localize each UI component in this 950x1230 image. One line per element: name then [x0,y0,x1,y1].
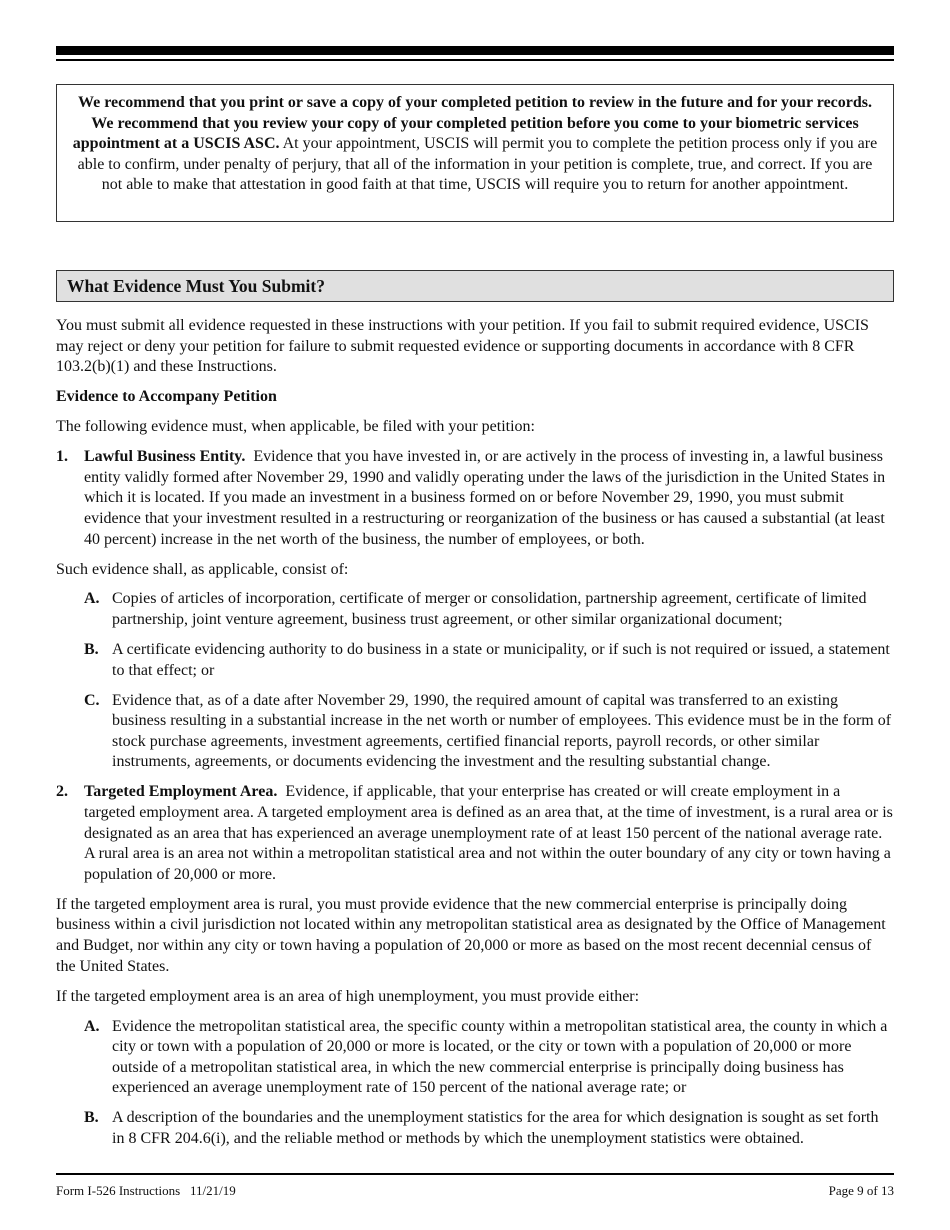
list-item-1a [56,589,894,630]
item-text: Evidence, if applicable, that your enterprise has created or will create employment in a targeted employment area. A targeted employment area is defined as an area that, at the time of investment, is a rural area or is designated as an area that has experienced an average unemployment rate of at least 150 percent of the national average rate. A rural area is an area not within a metropolitan statistical area and not within the outer boundary of any city or town having a population of 20,000 or more. [84,783,893,883]
item-letter-text: A description of the boundaries and the unemployment statistics for the area for which designation is sought as set forth in 8 CFR 204.6(i), and the reliable method or methods by which the unemployment statistics were obtained. [112,1109,879,1147]
section-heading: What Evidence Must You Submit? [56,270,894,302]
item-letter-text: Evidence the metropolitan statistical area, the specific county within a metropolitan statistical area, the county in which a city or town with a population of 20,000 or more is located, or the city or town with a population of 20,000 or more outside of a metropolitan statistical area, in which the new commercial enterprise is principally doing business has experienced an average unemployment rate of 150 percent of the national average rate; or [112,1017,888,1097]
item-number: 2. [56,783,68,801]
form-identifier: Form I-526 Instructions 11/21/19 [56,1183,236,1198]
item-sub-paragraph: Such evidence shall, as applicable, consist of: [56,560,349,578]
item-letter: C. [84,691,100,709]
item-title: Targeted Employment Area. [84,783,278,801]
item-letter: B. [84,1109,99,1127]
header-rule-thin [56,59,894,61]
item-letter: A. [84,1017,100,1035]
list-item-2b [56,1108,894,1149]
item-sub-paragraph: If the targeted employment area is an area of high unemployment, you must provide either: [56,987,640,1005]
item-title: Lawful Business Entity. [84,448,246,466]
header-rule-thick [56,46,894,55]
item-number: 1. [56,448,68,466]
page-number: Page 9 of 13 [828,1183,894,1198]
notice-text: At your appointment, USCIS will permit you to complete the petition process only if you are able to confirm, under penalty of perjury, that all of the information in your petition is complete, true, and correct. If you are not able to make that attestation in good faith at that time, USCIS will require you to return for another appointment. [77,135,878,194]
item-sub-paragraph: If the targeted employment area is rural, you must provide evidence that the new commercial enterprise is principally doing business within a civil jurisdiction not located within any metropolitan statistical area as designated by the Office of Management and Budget, nor within any city or town having a population of 20,000 or more as based on the most recent decennial census of the United States. [56,895,886,975]
footer-rule [56,1173,894,1175]
main-content [56,316,894,1159]
subheading: Evidence to Accompany Petition [56,388,277,406]
item-letter: A. [84,590,100,608]
item-text: Evidence that you have invested in, or are actively in the process of investing in, a lawful business entity validly formed after November 29, 1990 and validly operating under the laws of the jurisdiction in the United States in which it is located. If you made an investment in a business formed on or before November 29, 1990, you must submit evidence that your investment resulted in a restructuring or reorganization of the business or has caused a substantial (at least 40 percent) increase in the net worth of the business, the number of employees, or both. [84,448,886,548]
list-item-1c [56,691,894,773]
list-item-1 [56,447,894,550]
item-letter: B. [84,641,99,659]
item-letter-text: Evidence that, as of a date after November 29, 1990, the required amount of capital was transferred to an existing business resulting in a substantial increase in the net worth or number of employees. This evidence must be in the form of stock purchase agreements, investment agreements, certified financial reports, payroll records, or other similar instruments, agreements, or documents evidencing the investment and the resulting substantial change. [112,691,892,771]
list-item-2a [56,1017,894,1099]
notice-bold-text: We recommend that you print or save a copy of your completed petition to review in the future and for your records. We recommend that you review your copy of your completed petition before you come to your biometric services appointment at a USCIS ASC. [72,94,872,153]
list-item-2 [56,782,894,885]
item-letter-text: Copies of articles of incorporation, certificate of merger or consolidation, partnership agreement, certificate of limited partnership, joint venture agreement, business trust agreement, or other similar organizational document; [112,590,867,629]
item-letter-text: A certificate evidencing authority to do business in a state or municipality, or if such is not required or issued, a statement to that effect; or [112,641,890,679]
intro-paragraph: You must submit all evidence requested in these instructions with your petition. If you fail to submit required evidence, USCIS may reject or deny your petition for failure to submit requested evidence or supporting documents in accordance with 8 CFR 103.2(b)(1) and these Instructions. [56,317,869,376]
notice-box [56,84,894,222]
list-item-1b [56,640,894,681]
lead-paragraph: The following evidence must, when applicable, be filed with your petition: [56,418,535,436]
